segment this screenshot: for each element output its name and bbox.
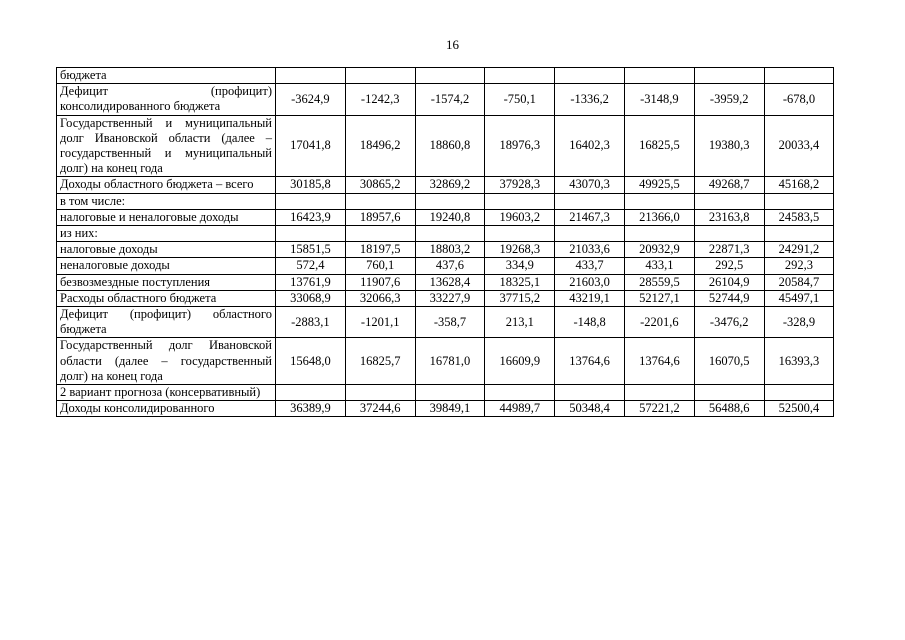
value-cell: 56488,6 [694,401,764,417]
value-cell: 52744,9 [694,290,764,306]
row-label: из них: [57,226,276,242]
value-cell: -750,1 [485,84,555,115]
value-cell: -148,8 [555,307,625,338]
value-cell: 760,1 [345,258,415,274]
value-cell: -358,7 [415,307,485,338]
value-cell [694,226,764,242]
row-label: налоговые доходы [57,242,276,258]
value-cell: 23163,8 [694,209,764,225]
table-row [57,226,834,242]
table-row [57,209,834,225]
page-number: 16 [446,37,459,52]
value-cell [624,226,694,242]
value-cell [276,385,346,401]
value-cell: 433,7 [555,258,625,274]
table-row [57,274,834,290]
value-cell: 33227,9 [415,290,485,306]
value-cell: 21033,6 [555,242,625,258]
value-cell: 19380,3 [694,115,764,177]
row-label: неналоговые доходы [57,258,276,274]
value-cell [276,68,346,84]
value-cell [624,68,694,84]
value-cell: -3624,9 [276,84,346,115]
value-cell [485,193,555,209]
value-cell: 22871,3 [694,242,764,258]
row-label: Государственный и муниципальный долг Ивановской области (далее – государственный и муниципальный долг) на конец года [57,115,276,177]
value-cell [624,385,694,401]
value-cell: 26104,9 [694,274,764,290]
value-cell: 15851,5 [276,242,346,258]
table-row [57,385,834,401]
row-label: Доходы областного бюджета – всего [57,177,276,193]
value-cell: 37928,3 [485,177,555,193]
value-cell: 39849,1 [415,401,485,417]
value-cell: 24291,2 [764,242,834,258]
value-cell: 45497,1 [764,290,834,306]
value-cell [764,193,834,209]
value-cell: 292,5 [694,258,764,274]
value-cell: 15648,0 [276,338,346,385]
value-cell: 19240,8 [415,209,485,225]
value-cell: 21366,0 [624,209,694,225]
row-label: 2 вариант прогноза (консервативный) [57,385,276,401]
table-row [57,290,834,306]
value-cell: 437,6 [415,258,485,274]
value-cell: 18803,2 [415,242,485,258]
value-cell: 28559,5 [624,274,694,290]
value-cell: 32066,3 [345,290,415,306]
value-cell: 20584,7 [764,274,834,290]
table-row [57,68,834,84]
value-cell: -678,0 [764,84,834,115]
value-cell: 292,3 [764,258,834,274]
value-cell [764,226,834,242]
value-cell [764,385,834,401]
value-cell [694,385,764,401]
value-cell [345,385,415,401]
value-cell: 18957,6 [345,209,415,225]
value-cell: 20932,9 [624,242,694,258]
value-cell: 43070,3 [555,177,625,193]
value-cell: 45168,2 [764,177,834,193]
table-body [57,68,834,417]
value-cell: 37244,6 [345,401,415,417]
value-cell: 16402,3 [555,115,625,177]
value-cell [555,385,625,401]
value-cell [345,226,415,242]
value-cell: 36389,9 [276,401,346,417]
value-cell: 572,4 [276,258,346,274]
value-cell: -1336,2 [555,84,625,115]
value-cell [555,68,625,84]
value-cell: -1201,1 [345,307,415,338]
value-cell: 33068,9 [276,290,346,306]
value-cell: 16070,5 [694,338,764,385]
value-cell: 11907,6 [345,274,415,290]
value-cell: 433,1 [624,258,694,274]
value-cell [764,68,834,84]
value-cell: 19603,2 [485,209,555,225]
value-cell [485,68,555,84]
value-cell: 16393,3 [764,338,834,385]
value-cell: 21467,3 [555,209,625,225]
table-row [57,84,834,115]
table-row [57,258,834,274]
value-cell: -1574,2 [415,84,485,115]
value-cell: -1242,3 [345,84,415,115]
value-cell [555,226,625,242]
row-label: Доходы консолидированного [57,401,276,417]
value-cell: 16423,9 [276,209,346,225]
value-cell: 18197,5 [345,242,415,258]
value-cell: 57221,2 [624,401,694,417]
table-row [57,307,834,338]
value-cell: 13764,6 [624,338,694,385]
row-label: Государственный долг Ивановской области (далее – государственный долг) на конец года [57,338,276,385]
value-cell: -2201,6 [624,307,694,338]
value-cell [415,193,485,209]
value-cell [415,385,485,401]
value-cell: 37715,2 [485,290,555,306]
value-cell: 16825,7 [345,338,415,385]
value-cell: 30185,8 [276,177,346,193]
row-label: налоговые и неналоговые доходы [57,209,276,225]
value-cell [276,226,346,242]
value-cell: -3148,9 [624,84,694,115]
value-cell [694,193,764,209]
value-cell: 334,9 [485,258,555,274]
value-cell: 52127,1 [624,290,694,306]
value-cell: 13628,4 [415,274,485,290]
value-cell [485,385,555,401]
value-cell: 44989,7 [485,401,555,417]
value-cell [694,68,764,84]
table-row [57,193,834,209]
table-row [57,338,834,385]
value-cell: 19268,3 [485,242,555,258]
row-label: бюджета [57,68,276,84]
value-cell: -3476,2 [694,307,764,338]
table-row [57,401,834,417]
value-cell: 16825,5 [624,115,694,177]
value-cell [624,193,694,209]
value-cell: 16609,9 [485,338,555,385]
value-cell: 21603,0 [555,274,625,290]
value-cell: 13764,6 [555,338,625,385]
value-cell [485,226,555,242]
budget-forecast-table [56,67,834,417]
value-cell: 213,1 [485,307,555,338]
value-cell: 18325,1 [485,274,555,290]
value-cell: 49925,5 [624,177,694,193]
row-label: Дефицит (профицит) консолидированного бюджета [57,84,276,115]
value-cell: 32869,2 [415,177,485,193]
value-cell: 52500,4 [764,401,834,417]
row-label: в том числе: [57,193,276,209]
value-cell [415,68,485,84]
value-cell: 13761,9 [276,274,346,290]
value-cell [276,193,346,209]
value-cell: 50348,4 [555,401,625,417]
table-row [57,242,834,258]
value-cell: 49268,7 [694,177,764,193]
value-cell: 16781,0 [415,338,485,385]
value-cell: 24583,5 [764,209,834,225]
value-cell: 43219,1 [555,290,625,306]
row-label: Расходы областного бюджета [57,290,276,306]
value-cell [415,226,485,242]
row-label: безвозмездные поступления [57,274,276,290]
table-row [57,177,834,193]
value-cell: 17041,8 [276,115,346,177]
row-label: Дефицит (профицит) областного бюджета [57,307,276,338]
table-row [57,115,834,177]
value-cell [345,193,415,209]
value-cell: -3959,2 [694,84,764,115]
value-cell: 20033,4 [764,115,834,177]
value-cell: 30865,2 [345,177,415,193]
value-cell: 18860,8 [415,115,485,177]
value-cell: 18496,2 [345,115,415,177]
value-cell: -328,9 [764,307,834,338]
value-cell: 18976,3 [485,115,555,177]
value-cell [345,68,415,84]
value-cell [555,193,625,209]
value-cell: -2883,1 [276,307,346,338]
